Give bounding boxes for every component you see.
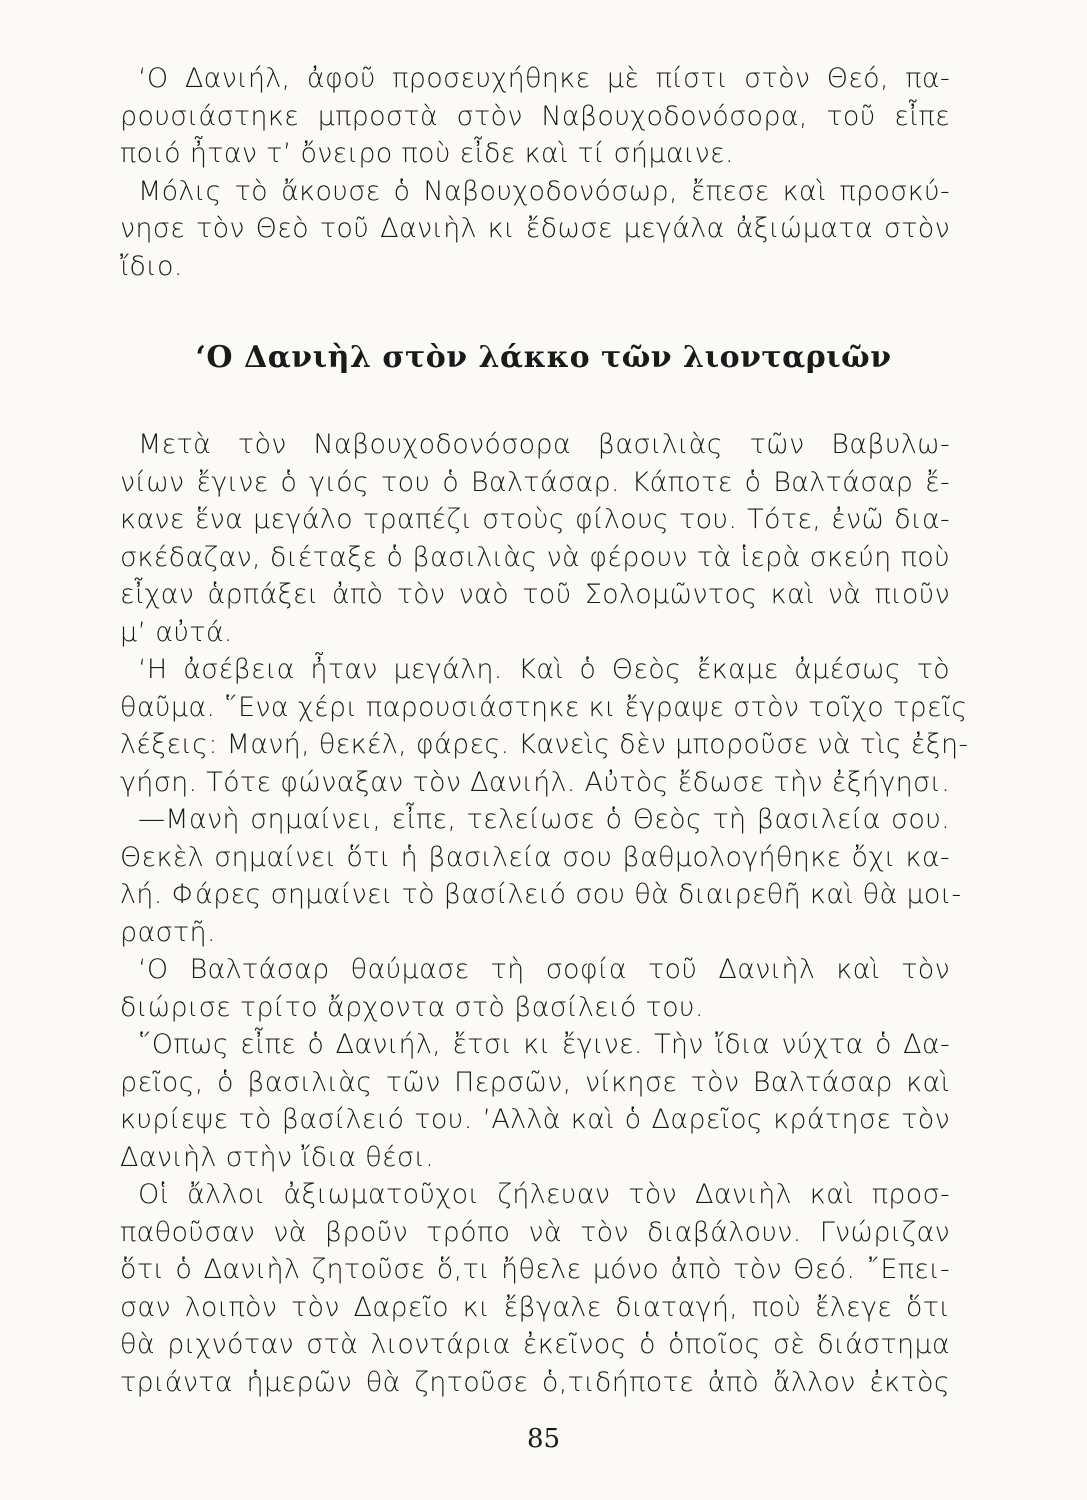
text-line: παθοῦσαν νὰ βροῦν τρόπο νὰ τὸν διαβάλουν. Γνώριζαν	[120, 1216, 950, 1248]
text-line: νησε τὸν Θεὸ τοῦ Δανιὴλ κι ἔδωσε μεγάλα ἀξιώματα στὸν	[120, 213, 950, 244]
text-line: ῞Οπως εἶπε ὁ Δανιήλ, ἔτσι κι ἔγινε. Τὴν ἴδια νύχτα ὁ Δα-	[138, 1029, 950, 1060]
text-line: ὅτι ὁ Δανιὴλ ζητοῦσε ὅ,τι ἤθελε μόνο ἀπὸ τὸν Θεό. ῎Επει-	[120, 1254, 950, 1285]
page-number: 85	[526, 1424, 561, 1454]
body-text	[120, 426, 969, 1401]
text-line: σκέδαζαν, διέταξε ὁ βασιλιὰς νὰ φέρουν τὰ ἱερὰ σκεύη ποὺ	[120, 541, 950, 573]
text-line: θαῦμα. ῞Ενα χέρι παρουσιάστηκε κι ἔγραψε στὸν τοῖχο τρεῖς	[120, 691, 968, 723]
text-line: ‘Ο Βαλτάσαρ θαύμασε τὴ σοφία τοῦ Δανιὴλ καὶ τὸν	[138, 954, 950, 985]
text-line: σαν λοιπὸν τὸν Δαρεῖο κι ἔβγαλε διαταγή, ποὺ ἔλεγε ὅτι	[120, 1291, 950, 1323]
section-heading: ‘Ο Δανιὴλ στὸν λάκκο τῶν λιονταριῶν	[195, 340, 892, 375]
text-line: Οἱ ἄλλοι ἀξιωματοῦχοι ζήλευαν τὸν Δανιὴλ καὶ προσ-	[138, 1179, 950, 1210]
text-line: κυρίεψε τὸ βασίλειό του. ’Αλλὰ καὶ ὁ Δαρεῖος κράτησε τὸν	[120, 1104, 950, 1135]
text-line: ἴδιο.	[120, 250, 183, 282]
text-line: εἶχαν ἁρπάξει ἀπὸ τὸν ναὸ τοῦ Σολομῶντος καὶ νὰ πιοῦν	[120, 579, 950, 610]
text-line: διώρισε τρίτο ἄρχοντα στὸ βασίλειό του.	[120, 991, 704, 1023]
intro-paragraph	[120, 60, 950, 285]
text-line: ‘Ο Δανιήλ, ἀφοῦ προσευχήθηκε μὲ πίστι στὸν Θεό, πα-	[138, 63, 950, 94]
text-line: Δανιὴλ στὴν ἴδια θέσι.	[120, 1141, 434, 1173]
text-line: ‘Η ἀσέβεια ἦταν μεγάλη. Καὶ ὁ Θεὸς ἔκαμε ἀμέσως τὸ	[138, 654, 950, 685]
text-line: —Μανὴ σημαίνει, εἶπε, τελείωσε ὁ Θεὸς τὴ βασιλεία σου.	[138, 804, 950, 835]
text-line: νίων ἔγινε ὁ γιός του ὁ Βαλτάσαρ. Κάποτε ὁ Βαλτάσαρ ἔ-	[120, 466, 950, 498]
text-line: Μόλις τὸ ἄκουσε ὁ Ναβουχοδονόσωρ, ἔπεσε καὶ προσκύ-	[138, 175, 950, 207]
text-line: ρουσιάστηκε μπροστὰ στὸν Ναβουχοδονόσορα, τοῦ εἶπε	[120, 100, 950, 132]
text-line: τριάντα ἡμερῶν θὰ ζητοῦσε ὁ,τιδήποτε ἀπὸ ἄλλον ἐκτὸς	[120, 1366, 950, 1398]
text-line: Θεκὲλ σημαίνει ὅτι ἡ βασιλεία σου βαθμολογήθηκε ὄχι κα-	[120, 841, 950, 873]
text-line: θὰ ριχνόταν στὰ λιοντάρια ἐκεῖνος ὁ ὁποῖος σὲ διάστημα	[120, 1329, 950, 1360]
text-line: γήση. Τότε φώναξαν τὸν Δανιήλ. Αὐτὸς ἔδωσε τὴν ἐξήγησι.	[120, 766, 951, 798]
text-line: ραστῆ.	[120, 916, 216, 948]
text-line: ρεῖος, ὁ βασιλιὰς τῶν Περσῶν, νίκησε τὸν Βαλτάσαρ καὶ	[120, 1066, 950, 1098]
text-line: ποιό ἦταν τ’ ὄνειρο ποὺ εἶδε καὶ τί σήμαινε.	[120, 138, 734, 169]
text-line: Μετὰ τὸν Ναβουχοδονόσορα βασιλιὰς τῶν Βαβυλω-	[138, 429, 950, 460]
text-line: κανε ἕνα μεγάλο τραπέζι στοὺς φίλους του. Τότε, ἐνῶ δια-	[120, 504, 950, 535]
text-line: μ’ αὐτά.	[120, 616, 233, 648]
text-line: λή. Φάρες σημαίνει τὸ βασίλειό σου θὰ διαιρεθῆ καὶ θὰ μοι-	[120, 879, 962, 910]
text-line: λέξεις: Μανή, θεκέλ, φάρες. Κανεὶς δὲν μποροῦσε νὰ τὶς ἐξη-	[120, 729, 969, 760]
